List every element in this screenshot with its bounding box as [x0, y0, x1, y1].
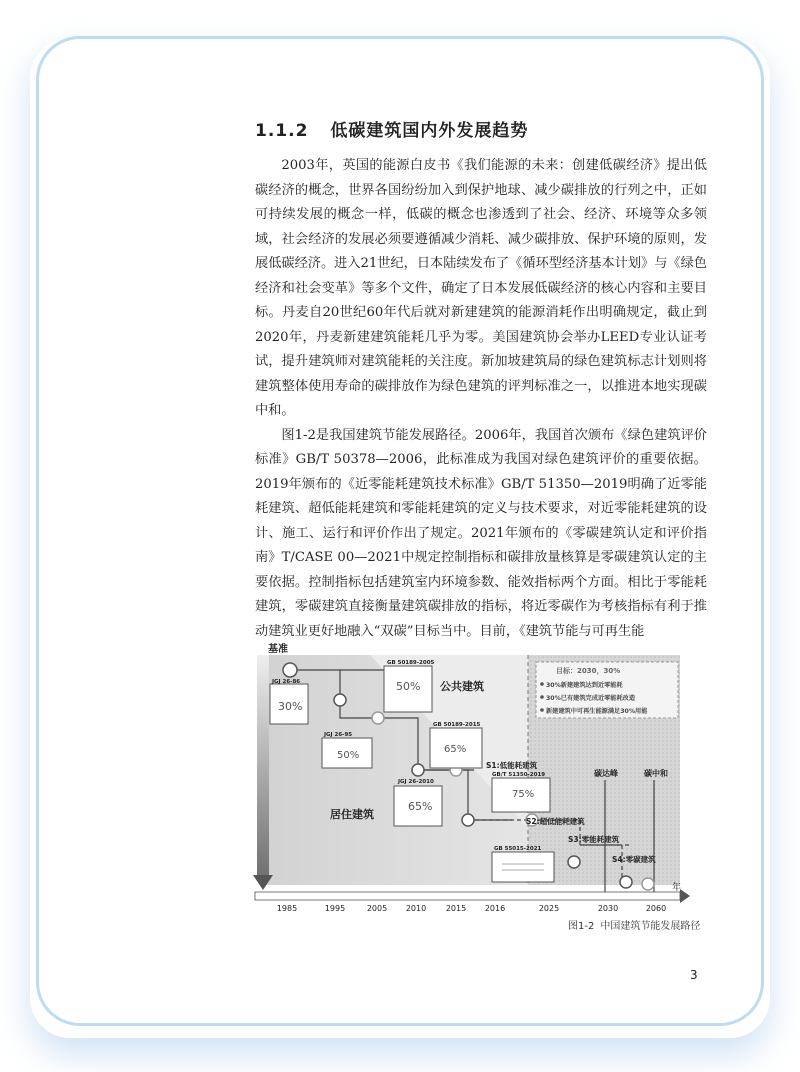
- milestone-2060: [642, 878, 654, 890]
- std-jgj-26-2010: JGJ 26-2010: [398, 779, 434, 785]
- year-2010: 2010: [405, 904, 427, 913]
- year-2015: 2015: [445, 904, 467, 913]
- caption-text: 中国建筑节能发展路径: [600, 921, 701, 932]
- pct-gb-50189-2015: 65%: [444, 744, 467, 755]
- std-gbt-51350-2019: GB/T 51350-2019: [492, 772, 546, 778]
- milestone-2005: [372, 712, 384, 724]
- target-item-1: 30%新建建筑达到近零能耗: [546, 682, 623, 689]
- milestone-2016: [462, 814, 474, 826]
- std-gb-55015-2021: GB 55015-2021: [494, 846, 542, 852]
- year-1985: 1985: [276, 904, 298, 913]
- bullet-icon: [540, 682, 544, 686]
- year-2016: 2016: [484, 904, 506, 913]
- pct-jgj-26-95: 50%: [337, 750, 360, 761]
- pct-gbt-51350-2019: 75%: [512, 789, 535, 800]
- bullet-icon: [540, 695, 544, 699]
- milestone-1995: [334, 694, 346, 706]
- stage-s1-label: S1:低能耗建筑: [486, 761, 538, 770]
- caption-number: 图1-2: [568, 921, 595, 932]
- pct-gb-50189-2005: 50%: [396, 680, 421, 693]
- target-item-3: 新建建筑中可再生能源满足30%用能: [546, 708, 648, 715]
- target-item-2: 30%已有建筑完成近零能耗改造: [546, 695, 636, 702]
- year-2025: 2025: [538, 904, 560, 913]
- doc-gbt-51350-2019: [492, 772, 550, 812]
- carbon-peak-label: 碳达峰: [594, 769, 618, 778]
- paragraph-2: 图1-2是我国建筑节能发展路径。2006年，我国首次颁布《绿色建筑评价标准》GB/T 50378—2006，此标准成为我国对绿色建筑评价的重要依据。2019年颁布的《近零能耗建筑技术标准》GB/T 51350—2019明确了近零能耗建筑、超低能耗建筑和零能耗建筑的定义与技术要求，对近零能耗建筑的设计、施工、运行和评价作出了规定。2021年颁布的《零碳建筑认定和评价指南》T/CASE 00—2021中规定控制指标和碳排放量核算是零碳建筑认定的主要依据。控制指标包括建筑室内环境参数、能效指标两个方面。相比于零能耗建筑，零碳建筑直接衡量建筑碳排放的指标，将近零碳作为考核指标有利于推动建筑业更好地融入“双碳”目标当中。目前，《建筑节能与可再生能: [255, 427, 707, 639]
- doc-jgj-26-86: [270, 679, 308, 724]
- year-2005: 2005: [366, 904, 388, 913]
- std-gb-50189-2015: GB 50189-2015: [433, 722, 481, 728]
- year-1995: 1995: [324, 904, 346, 913]
- bullet-icon: [540, 708, 544, 712]
- paragraph-1: 2003年，英国的能源白皮书《我们能源的未来：创建低碳经济》提出低碳经济的概念，世界各国纷纷加入到保护地球、减少碳排放的行列之中，正如可持续发展的概念一样，低碳的概念也渗透到了社会、经济、环境等众多领域，社会经济的发展必须要遵循减少消耗、减少碳排放、保护环境的原则，发展低碳经济。进入21世纪，日本陆续发布了《循环型经济基本计划》与《绿色经济和社会变革》等多个文件，确定了日本发展低碳经济的核心内容和主要目标。丹麦自20世纪60年代后就对新建建筑的能源消耗作出明确规定，截止到2020年，丹麦新建建筑能耗几乎为零。美国建筑协会举办LEED专业认证考试，提升建筑师对建筑能耗的关注度。新加坡建筑局的绿色建筑标志计划则将建筑整体使用寿命的碳排放作为绿色建筑的评判标准之一，以推进本地实现碳中和。: [255, 158, 707, 418]
- axis-unit: 年: [672, 883, 682, 893]
- body-text: [255, 154, 707, 644]
- section-heading: [255, 116, 528, 141]
- page-number: 3: [690, 968, 698, 982]
- doc-gb-50189-2005: [384, 660, 435, 712]
- pct-jgj-26-86: 30%: [278, 700, 303, 713]
- carbon-neutral-label: 碳中和: [644, 769, 668, 778]
- milestone-s3: [568, 856, 580, 868]
- public-building-label: 公共建筑: [440, 680, 484, 693]
- milestone-2010: [412, 764, 424, 776]
- residential-building-label: 居住建筑: [330, 808, 374, 821]
- energy-path-diagram: [250, 640, 690, 915]
- milestone-s4: [620, 876, 632, 888]
- doc-gb-50189-2015: [430, 722, 482, 768]
- std-jgj-26-86: JGJ 26-86: [272, 679, 301, 685]
- time-axis: [255, 892, 680, 900]
- target-title: 目标：2030，30%: [556, 667, 621, 675]
- baseline-arrow: [257, 655, 269, 877]
- pct-jgj-26-2010: 65%: [408, 800, 433, 813]
- stage-s3-label: S3:零能耗建筑: [568, 835, 620, 844]
- section-title: 低碳建筑国内外发展趋势: [330, 121, 529, 141]
- stage-s4-label: S4:零碳建筑: [612, 855, 656, 864]
- year-2030: 2030: [597, 904, 619, 913]
- energy-path-figure: [250, 640, 690, 915]
- std-jgj-26-95: JGJ 26-95: [324, 732, 353, 738]
- year-2060: 2060: [645, 904, 667, 913]
- section-number: 1.1.2: [255, 121, 309, 141]
- axis-arrowhead: [680, 889, 690, 903]
- stage-s2-label: S2:超低能耗建筑: [526, 817, 585, 826]
- milestone-1985: [283, 663, 297, 677]
- doc-jgj-26-2010: [394, 779, 442, 826]
- std-gb-50189-2005: GB 50189-2005: [387, 660, 435, 666]
- target-box: [536, 662, 678, 718]
- figure-caption: [568, 917, 700, 932]
- baseline-label: 基准: [268, 644, 288, 655]
